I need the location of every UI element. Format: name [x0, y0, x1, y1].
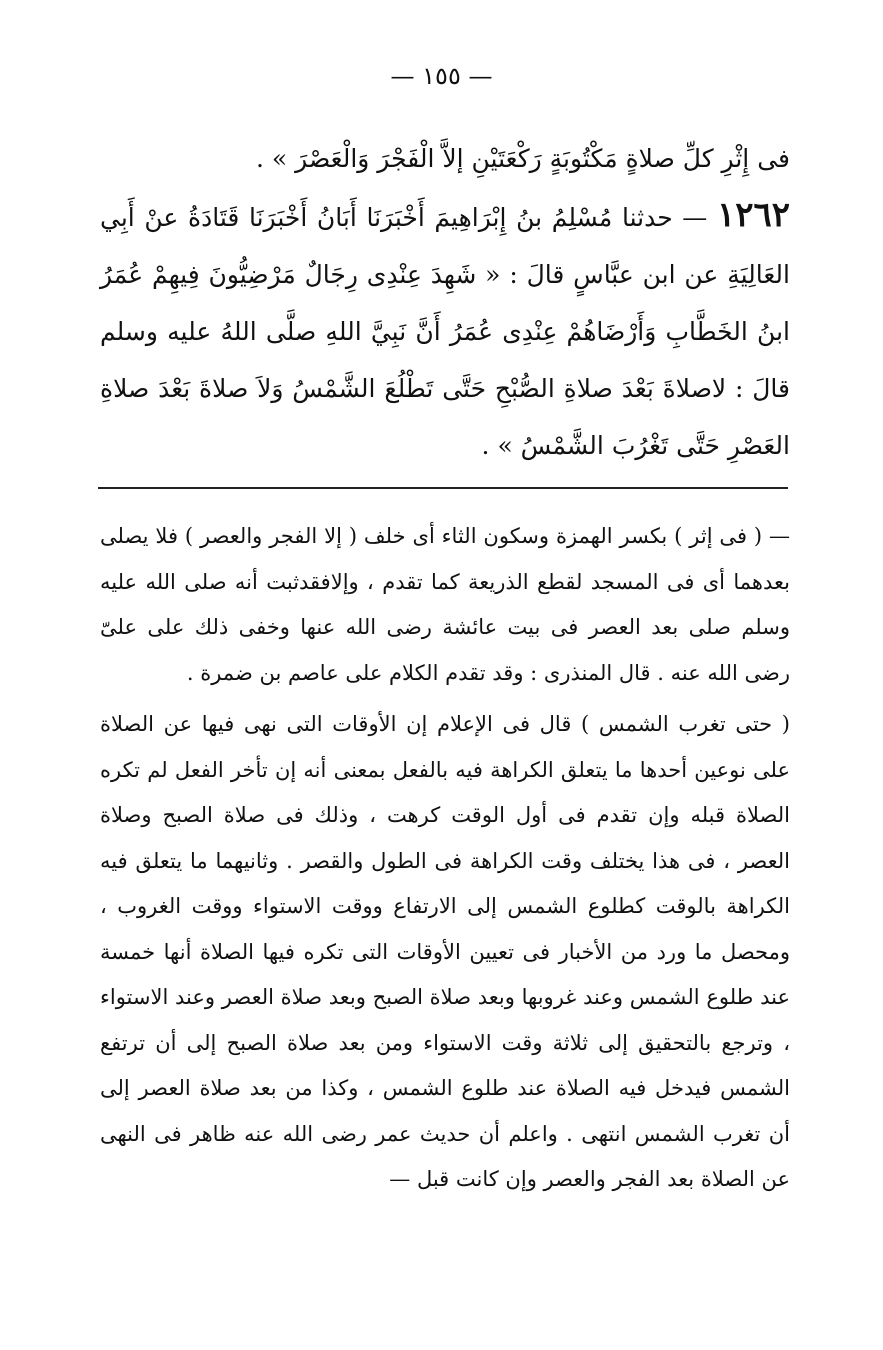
commentary-paragraph-2: ( حتى تغرب الشمس ) قال فى الإعلام إن الأوقات التى نهى فيها عن الصلاة على نوعين أحدها ما يتعلق الكراهة فيه بالفعل بمعنى أنه إن تأخر الفعل لم تكره الصلاة قبله وإن تقدم فى أول الوقت كرهت ، وذلك فى صلاة الصبح وصلاة العصر ، فى هذا يختلف وقت الكراهة فى الطول والقصر . وثانيهما ما يتعلق فيه الكراهة بالوقت كطلوع الشمس إلى الارتفاع ووقت الاستواء ووقت الغروب ، ومحصل ما ورد من الأخبار فى تعيين الأوقات التى تكره فيها الصلاة أنها خمسة عند طلوع الشمس وعند غروبها وبعد صلاة الصبح وبعد صلاة العصر وعند الاستواء ، وترجع بالتحقيق إلى ثلاثة وقت الاستواء ومن بعد صلاة الصبح إلى أن ترتفع الشمس فيدخل فيه الصلاة عند طلوع الشمس ، وكذا من بعد صلاة العصر إلى أن تغرب الشمس انتهى . واعلم أن حديث عمر رضى الله عنه ظاهر فى النهى عن الصلاة بعد الفجر والعصر وإن كانت قبل — [100, 712, 791, 1191]
continued-text: فى إِثْرِ كلِّ صلاةٍ مَكْتُوبَةٍ رَكْعَتَيْنِ إلاَّ الْفَجْرَ وَالْعَصْرَ » . [256, 144, 790, 173]
page-number: — ١٥٥ — [390, 62, 493, 90]
hadith-paragraph [100, 187, 790, 474]
hadith-text: — حدثنا مُسْلِمُ بنُ إِبْرَاهِيمَ أَخْبَرَنَا أَبَانُ أَخْبَرَنَا قَتَادَةُ عنْ أَبِي العَالِيَةِ عن ابن عبَّاسٍ قالَ : « شَهِدَ عِنْدِى رِجَالٌ مَرْضِيُّونَ فِيهِمْ عُمَرُ ابنُ الخَطَّابِ وَأَرْضَاهُمْ عِنْدِى عُمَرُ أَنَّ نَبِيَّ اللهِ صلَّى اللهُ عليه وسلم قالَ : لاصلاةَ بَعْدَ صلاةِ الصُّبْحِ حَتَّى تَطْلُعَ الشَّمْسُ وَلاَ صلاةَ بَعْدَ صلاةِ العَصْرِ حَتَّى تَغْرُبَ الشَّمْسُ » . [100, 203, 790, 460]
main-text [100, 130, 790, 474]
commentary-paragraph-1: — ( فى إثر ) بكسر الهمزة وسكون الثاء أى خلف ( إلا الفجر والعصر ) فلا يصلى بعدهما أى فى المسجد لقطع الذريعة كما تقدم ، وإلافقدثبت أنه صلى الله عليه وسلم صلى بعد العصر فى بيت عائشة رضى الله عنها وخفى ذلك على علىّ رضى الله عنه . قال المنذرى : وقد تقدم الكلام على عاصم بن ضمرة . [100, 524, 790, 685]
footnote-divider [98, 487, 788, 489]
commentary [100, 514, 790, 1203]
hadith-number: ١٢٦٢ [716, 195, 790, 235]
